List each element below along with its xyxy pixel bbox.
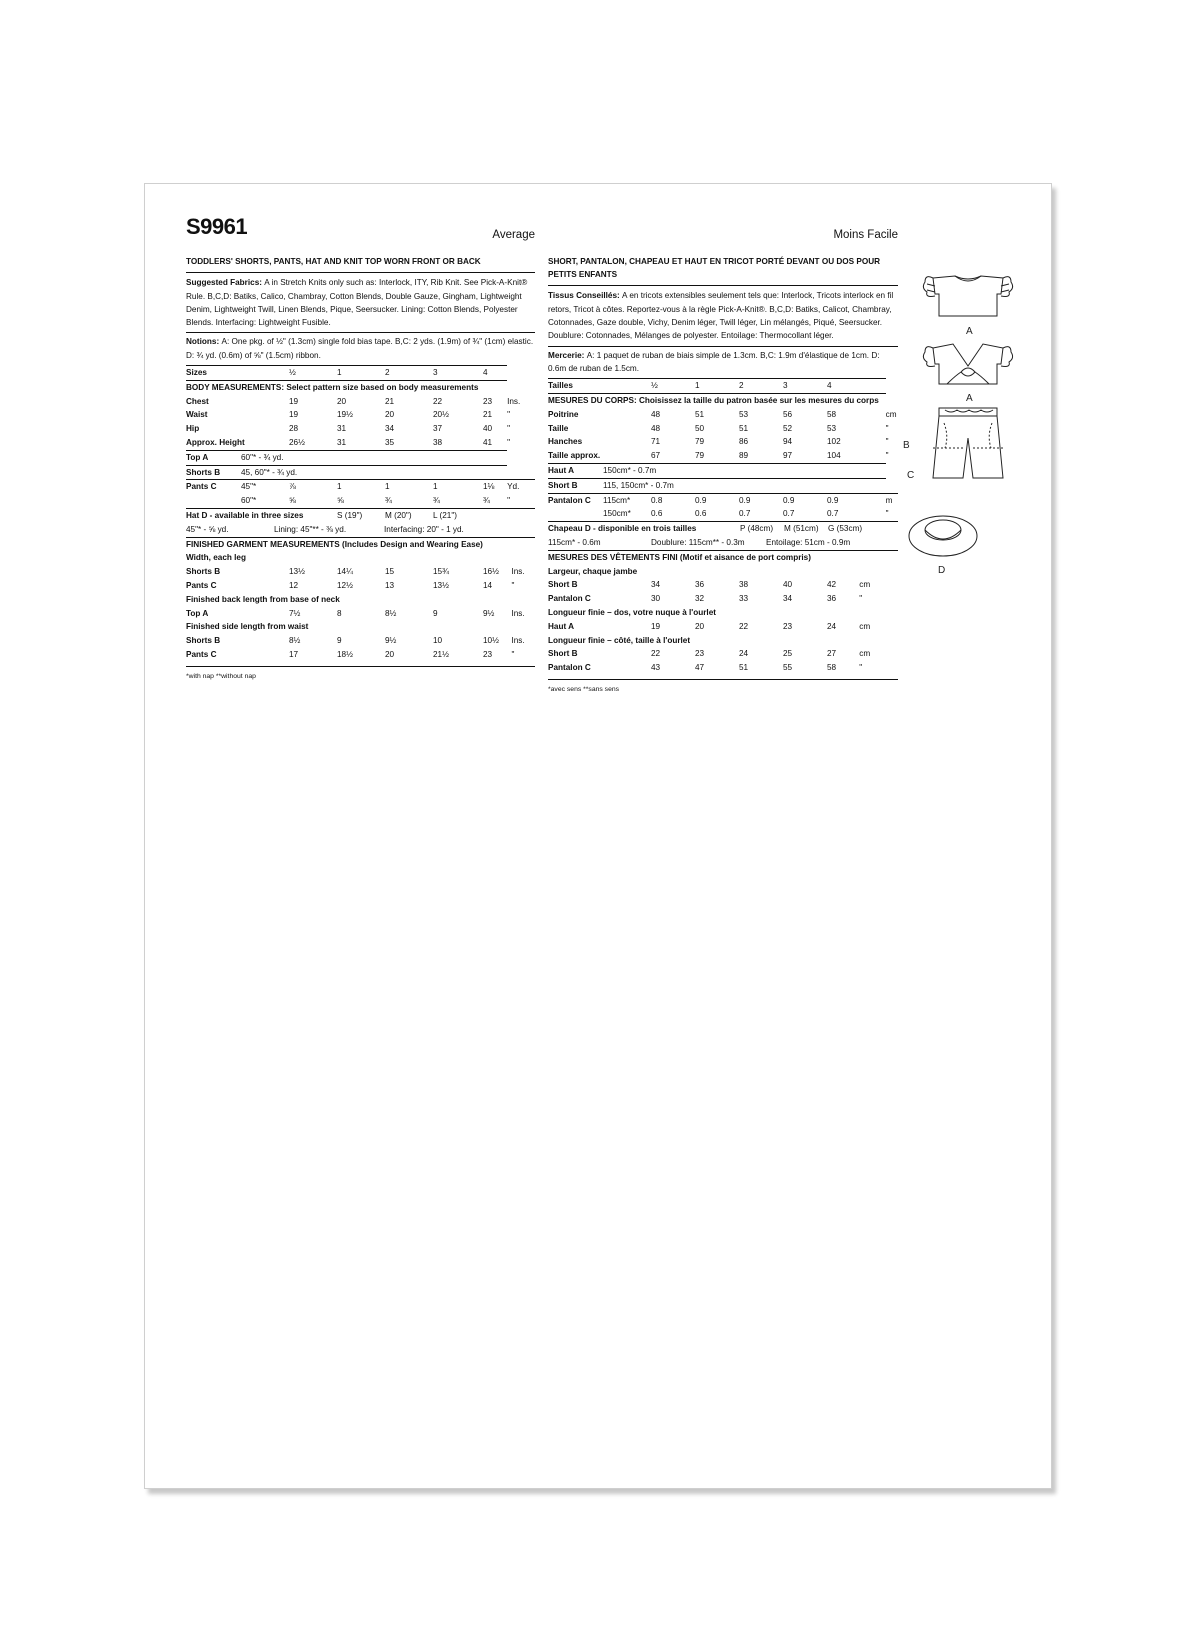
value-cell: 0.9 [783, 493, 827, 507]
value-cell: 0.7 [827, 509, 839, 519]
label-d: D [938, 565, 946, 576]
label-b: B [903, 440, 910, 451]
row-label: Chest [186, 396, 209, 406]
side-rows [186, 634, 535, 662]
top-a-front-sketch [923, 276, 1012, 316]
value-cell: 55 [783, 663, 793, 673]
value-cell: 19 [289, 410, 299, 420]
unit-cell: " [511, 580, 515, 590]
value-cell: 1 [337, 480, 385, 494]
row-label: Top A [186, 450, 241, 465]
value-cell: 27 [827, 649, 837, 659]
suggested-fabrics [186, 276, 535, 333]
unit-cell: " [885, 451, 889, 461]
value-cell: 16½ [483, 567, 499, 577]
table-row [186, 480, 535, 494]
value-cell: 20 [385, 410, 395, 420]
table-row [186, 494, 535, 508]
value-cell: 18½ [337, 649, 353, 659]
row-label [548, 507, 603, 521]
measurements-table [548, 378, 898, 521]
finished-table [548, 551, 898, 675]
back-rows [186, 607, 535, 621]
value-cell: 94 [783, 437, 793, 447]
table-row [548, 449, 898, 463]
value-cell: 51 [739, 423, 749, 433]
unit-cell: Ins. [511, 567, 525, 577]
value-cell: ⅞ [289, 480, 337, 494]
value-cell: 9½ [483, 608, 495, 618]
footnote: *avec sens **sans sens [548, 679, 898, 697]
value-cell: 31 [337, 424, 347, 434]
label-a2: A [966, 393, 973, 404]
value-cell: 22 [739, 621, 749, 631]
size-cell: 1 [337, 365, 385, 380]
value-cell: 47 [695, 663, 705, 673]
value-cell: 8 [337, 608, 342, 618]
value-cell: 48 [651, 423, 661, 433]
unit-cell: Ins. [511, 608, 525, 618]
value-cell: 23 [783, 621, 793, 631]
unit-cell: " [507, 410, 510, 420]
width-cell: 45"* [241, 480, 289, 494]
size-cell: ½ [289, 365, 337, 380]
value-cell: 43 [651, 663, 661, 673]
unit-cell: cm [885, 409, 897, 419]
unit-cell: Ins. [511, 636, 525, 646]
hat-fabric: 115cm* - 0.6m [548, 537, 601, 547]
unit-cell: cm [859, 580, 871, 590]
fabrics-label: Suggested Fabrics: [186, 278, 265, 288]
value-cell: 26½ [289, 437, 305, 447]
row-label: Pants C [186, 649, 217, 659]
table-row [186, 579, 535, 593]
row-label: Shorts B [186, 636, 221, 646]
width-cell: 115cm* [603, 493, 651, 507]
table-row [186, 648, 535, 662]
value-cell: 56 [783, 409, 793, 419]
value-cell: 42 [827, 580, 837, 590]
row-label: Haut A [548, 463, 603, 478]
value-cell: 23 [483, 649, 493, 659]
table-row [548, 507, 898, 521]
yardage-text: 60"* - ¾ yd. [241, 450, 507, 465]
measurements-table [186, 365, 535, 508]
value-cell: 21 [483, 410, 493, 420]
row-label: Pantalon C [548, 594, 591, 604]
value-cell: 102 [827, 437, 841, 447]
value-cell: 20½ [433, 410, 449, 420]
value-cell: 35 [385, 437, 395, 447]
value-cell: 53 [739, 409, 749, 419]
value-cell: 22 [651, 649, 661, 659]
notions-text: A: One pkg. of ½" (1.3cm) single fold bias tape. B,C: 2 yds. (1.9m) of ¾" (1cm) elastic. D: ¾ yd. (0.6m) of ⅝" (1.5cm) ribbon. [186, 337, 534, 360]
hat-interfacing: Entoilage: 51cm - 0.9m [766, 537, 851, 547]
row-label: Waist [186, 410, 208, 420]
top-a-row [186, 450, 535, 465]
hat-size-m: M (51cm) [784, 524, 819, 534]
value-cell: 20 [337, 396, 347, 406]
value-cell: 17 [289, 649, 299, 659]
shorts-pants-sketch [933, 408, 1003, 478]
size-cell: 2 [739, 379, 783, 394]
size-cell: 2 [385, 365, 433, 380]
value-cell: 51 [695, 409, 705, 419]
hat-size-l: G (53cm) [828, 524, 863, 534]
yardage-text: 150cm* - 0.7m [603, 463, 886, 478]
value-cell: 7½ [289, 608, 301, 618]
value-cell: 13 [385, 580, 395, 590]
value-cell: 41 [483, 437, 493, 447]
value-cell: 12 [289, 580, 299, 590]
unit-cell: " [859, 663, 863, 673]
body-rows [548, 408, 898, 464]
value-cell: 13½ [289, 567, 305, 577]
row-label: Shorts B [186, 567, 221, 577]
unit-cell: m [886, 493, 898, 507]
value-cell: 1 [433, 480, 483, 494]
row-label: Pants C [186, 580, 217, 590]
pants-rows [186, 480, 535, 508]
body-measurements-heading: MESURES DU CORPS: Choisissez la taille du patron basée sur les mesures du corps [548, 395, 879, 405]
width-cell: 150cm* [603, 509, 631, 519]
value-cell: 21 [385, 396, 395, 406]
unit-cell: " [507, 496, 510, 506]
side-length-heading: Finished side length from waist [186, 622, 309, 632]
notions-label: Mercerie: [548, 350, 587, 360]
value-cell: 40 [483, 424, 493, 434]
header [548, 227, 898, 255]
top-a-row [548, 463, 898, 478]
table-row [548, 647, 898, 661]
value-cell: ¾ [433, 496, 440, 506]
value-cell: 97 [783, 451, 793, 461]
value-cell: 51 [739, 663, 749, 673]
value-cell: 58 [827, 663, 837, 673]
hat-size-m: M (20") [385, 510, 412, 520]
value-cell: 38 [433, 437, 443, 447]
finished-table [186, 538, 535, 662]
value-cell: 37 [433, 424, 443, 434]
value-cell: 19 [289, 396, 299, 406]
row-label: Hanches [548, 437, 583, 447]
value-cell: 30 [651, 594, 661, 604]
pattern-title: SHORT, PANTALON, CHAPEAU ET HAUT EN TRICOT PORTÉ DEVANT OU DOS POUR PETITS ENFANTS [548, 255, 898, 286]
unit-cell: " [507, 438, 510, 448]
yardage-text: 45, 60"* - ¾ yd. [241, 465, 507, 480]
hat-row [186, 508, 535, 523]
row-label: Pantalon C [548, 493, 603, 507]
side-length-heading: Longueur finie – côté, taille à l'ourlet [548, 635, 691, 645]
value-cell: 34 [783, 594, 793, 604]
row-label: Short B [548, 580, 578, 590]
back-length-heading: Finished back length from base of neck [186, 594, 340, 604]
shorts-b-row [186, 465, 535, 480]
value-cell: 8½ [385, 608, 397, 618]
notions [186, 335, 535, 365]
hat-fabric: 45"* - ⅝ yd. [186, 524, 229, 534]
unit-cell: " [885, 423, 889, 433]
table-row [548, 493, 898, 507]
sizes-row [186, 365, 535, 380]
table-row [548, 592, 898, 606]
table-row [186, 607, 535, 621]
row-label [186, 494, 241, 508]
value-cell: 9 [337, 636, 342, 646]
value-cell: 14 [483, 580, 493, 590]
value-cell: 10½ [483, 636, 499, 646]
row-label: Poitrine [548, 409, 579, 419]
row-label: Short B [548, 478, 603, 493]
hat-row [548, 521, 898, 536]
value-cell: 52 [783, 423, 793, 433]
table-row [548, 661, 898, 675]
value-cell: 0.7 [783, 509, 795, 519]
value-cell: 15¾ [433, 567, 449, 577]
english-column [186, 214, 535, 684]
hat-label: Hat D - available in three sizes [186, 510, 304, 520]
row-label: Pants C [186, 480, 241, 494]
value-cell: 0.9 [695, 493, 739, 507]
table-row [548, 408, 898, 422]
value-cell: 10 [433, 636, 443, 646]
value-cell: 79 [695, 437, 705, 447]
table-row [186, 565, 535, 579]
value-cell: 23 [695, 649, 705, 659]
value-cell: 40 [783, 580, 793, 590]
hat-label: Chapeau D - disponible en trois tailles [548, 524, 697, 534]
hat-size-s: S (19") [337, 510, 363, 520]
notions [548, 349, 898, 379]
value-cell: 38 [739, 580, 749, 590]
pattern-number: S9961 [186, 214, 248, 239]
value-cell: 71 [651, 437, 661, 447]
back-rows [548, 620, 898, 634]
footnote: *with nap **without nap [186, 666, 535, 684]
french-column [548, 227, 898, 697]
unit-cell: " [885, 437, 889, 447]
row-label: Pantalon C [548, 663, 591, 673]
hat-size-s: P (48cm) [740, 524, 774, 534]
label-a: A [966, 326, 973, 337]
unit-cell: cm [859, 621, 871, 631]
value-cell: 34 [651, 580, 661, 590]
value-cell: 23 [483, 396, 493, 406]
fabrics-label: Tissus Conseillés: [548, 291, 623, 301]
row-label: Approx. Height [186, 437, 245, 447]
value-cell: 24 [739, 649, 749, 659]
hat-size-l: L (21") [433, 510, 457, 520]
size-cell: ½ [651, 379, 695, 394]
pattern-sheet [144, 183, 1052, 1489]
table-row [548, 620, 898, 634]
value-cell: 104 [827, 451, 841, 461]
value-cell: 86 [739, 437, 749, 447]
shorts-b-row [548, 478, 898, 493]
value-cell: 9½ [385, 636, 397, 646]
hat-interfacing: Interfacing: 20" - 1 yd. [384, 524, 464, 534]
pants-rows [548, 493, 898, 521]
size-cell: 1 [695, 379, 739, 394]
row-label: Haut A [548, 621, 575, 631]
value-cell: 19½ [337, 410, 353, 420]
value-cell: 34 [385, 424, 395, 434]
side-rows [548, 647, 898, 675]
value-cell: 0.6 [695, 509, 707, 519]
width-cell: 60"* [241, 496, 257, 506]
table-row [548, 422, 898, 436]
value-cell: 0.7 [739, 509, 751, 519]
label-c: C [907, 470, 915, 481]
yardage-text: 115, 150cm* - 0.7m [603, 478, 886, 493]
value-cell: ¾ [385, 496, 392, 506]
value-cell: 53 [827, 423, 837, 433]
value-cell: 0.6 [651, 509, 663, 519]
value-cell: 36 [695, 580, 705, 590]
unit-cell: cm [859, 649, 871, 659]
size-cell: 3 [433, 365, 483, 380]
row-label: Shorts B [186, 465, 241, 480]
value-cell: 8½ [289, 636, 301, 646]
value-cell: 9 [433, 608, 438, 618]
unit-cell: " [859, 594, 863, 604]
table-row [548, 578, 898, 592]
hat-yardage-row [548, 536, 898, 551]
value-cell: 22 [433, 396, 443, 406]
value-cell: 14¼ [337, 567, 353, 577]
table-row [548, 435, 898, 449]
value-cell: 36 [827, 594, 837, 604]
sizes-label: Tailles [548, 379, 603, 394]
row-label: Hip [186, 424, 200, 434]
row-label: Taille approx. [548, 451, 601, 461]
finished-heading: FINISHED GARMENT MEASUREMENTS (Includes Design and Wearing Ease) [186, 539, 483, 549]
width-rows [548, 578, 898, 606]
row-label: Short B [548, 649, 578, 659]
value-cell: 20 [695, 621, 705, 631]
value-cell: 1⅛ [483, 480, 507, 494]
value-cell: ⅝ [289, 496, 296, 506]
size-cell: 4 [827, 379, 886, 394]
unit-cell: " [885, 509, 889, 519]
value-cell: 21½ [433, 649, 449, 659]
value-cell: 13½ [433, 580, 449, 590]
value-cell: 33 [739, 594, 749, 604]
notions-text: A: 1 paquet de ruban de biais simple de 1.3cm. B,C: 1.9m d'élastique de 1cm. D: 0.6m de ruban de 1.5cm. [548, 350, 880, 373]
header [186, 214, 535, 255]
row-label: Top A [186, 608, 209, 618]
hat-yardage-row [186, 523, 535, 538]
notions-label: Notions: [186, 337, 222, 347]
value-cell: 31 [337, 437, 347, 447]
back-length-heading: Longueur finie – dos, votre nuque à l'ourlet [548, 607, 716, 617]
table-row [186, 422, 535, 436]
garment-sketches [903, 268, 1033, 598]
sizes-row [548, 379, 898, 394]
fabrics-text: A en tricots extensibles seulement tels que: Interlock, Tricots interlock en fil retors, Tricot à côtes. Reportez-vous à la règle Pick-A-Knit®. B,C,D: Batiks, Calicot, Chambray, Cotonnades, Gaze double, Vichy, Denim léger, Twill léger, Lin mélangés, Piqué, Seersucker. Doublure: Cotonnades, Mélanges de polyester. Entoilage: Thermocollant léger. [548, 291, 894, 341]
table-row [186, 436, 535, 450]
value-cell: 89 [739, 451, 749, 461]
value-cell: 19 [651, 621, 661, 631]
finished-heading: MESURES DES VÊTEMENTS FINI (Motif et aisance de port compris) [548, 552, 811, 562]
value-cell: 0.9 [739, 493, 783, 507]
value-cell: 48 [651, 409, 661, 419]
body-rows [186, 395, 535, 451]
top-a-back-sketch [923, 344, 1012, 384]
suggested-fabrics [548, 289, 898, 346]
value-cell: ⅝ [337, 496, 344, 506]
size-cell: 3 [783, 379, 827, 394]
table-row [186, 408, 535, 422]
body-measurements-heading: BODY MEASUREMENTS: Select pattern size based on body measurements [186, 382, 479, 392]
unit-cell: Yd. [507, 480, 535, 494]
width-heading: Width, each leg [186, 553, 246, 563]
value-cell: 1 [385, 480, 433, 494]
technical-drawings [903, 268, 1033, 598]
hat-d-sketch [909, 516, 977, 556]
value-cell: 0.8 [651, 493, 695, 507]
hat-lining: Lining: 45"** - ⅜ yd. [274, 524, 347, 534]
value-cell: 25 [783, 649, 793, 659]
unit-cell: Ins. [507, 396, 521, 406]
value-cell: 28 [289, 424, 299, 434]
value-cell: 79 [695, 451, 705, 461]
unit-cell: " [507, 424, 510, 434]
hat-lining: Doublure: 115cm** - 0.3m [651, 537, 745, 547]
difficulty-label: Average [492, 229, 535, 241]
value-cell: 58 [827, 409, 837, 419]
width-heading: Largeur, chaque jambe [548, 566, 638, 576]
value-cell: 67 [651, 451, 661, 461]
value-cell: 20 [385, 649, 395, 659]
value-cell: 24 [827, 621, 837, 631]
fabrics-text: A in Stretch Knits only such as: Interlock, ITY, Rib Knit. See Pick-A-Knit® Rule. B,C,D: Batiks, Calico, Chambray, Cotton Blends, Double Gauze, Gingham, Lightweight Denim, Lightweight Twill, Linen Blends, Pique, Seersucker. Lining: Cotton Blends, Polyester Blends. Interfacing: Lightweight Fusible. [186, 278, 528, 328]
value-cell: ¾ [483, 496, 490, 506]
width-rows [186, 565, 535, 593]
value-cell: 50 [695, 423, 705, 433]
sizes-label: Sizes [186, 365, 241, 380]
table-row [186, 634, 535, 648]
pattern-title: TODDLERS' SHORTS, PANTS, HAT AND KNIT TOP WORN FRONT OR BACK [186, 255, 535, 273]
value-cell: 15 [385, 567, 395, 577]
value-cell: 0.9 [827, 493, 886, 507]
size-cell: 4 [483, 365, 507, 380]
value-cell: 32 [695, 594, 705, 604]
value-cell: 12½ [337, 580, 353, 590]
table-row [186, 395, 535, 409]
difficulty-label: Moins Facile [833, 229, 898, 241]
unit-cell: " [511, 649, 515, 659]
row-label: Taille [548, 423, 569, 433]
